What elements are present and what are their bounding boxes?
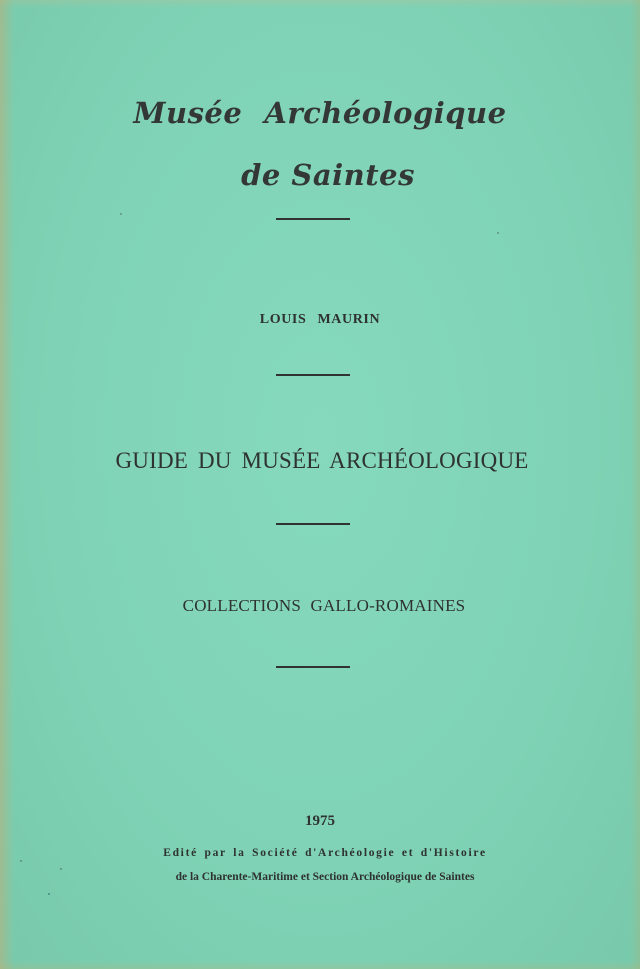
- book-title: GUIDE DU MUSÉE ARCHÉOLOGIQUE: [115, 448, 529, 473]
- divider-rule: [276, 218, 350, 220]
- series-title-line-2: de Saintes: [241, 158, 415, 192]
- series-title-line-1: [0, 96, 640, 130]
- paper-speck: [60, 868, 62, 870]
- divider-rule: [276, 666, 350, 668]
- author-name: LOUIS MAURIN: [259, 312, 381, 327]
- book-subtitle: COLLECTIONS GALLO-ROMAINES: [182, 596, 466, 615]
- divider-rule: [276, 374, 350, 376]
- series-title-word-archeologique: Archéologique: [264, 96, 507, 130]
- paper-speck: [120, 213, 122, 215]
- publisher-line-2: de la Charente-Maritime et Section Archéologique de Saintes: [175, 871, 475, 883]
- divider-rule: [276, 523, 350, 525]
- paper-speck: [497, 232, 499, 234]
- paper-speck: [48, 893, 50, 895]
- paper-speck: [20, 860, 22, 862]
- publication-year: 1975: [305, 813, 335, 829]
- publisher-line-1: Edité par la Société d'Archéologie et d'Histoire: [163, 847, 487, 859]
- series-title-word-musee: Musée: [133, 96, 243, 130]
